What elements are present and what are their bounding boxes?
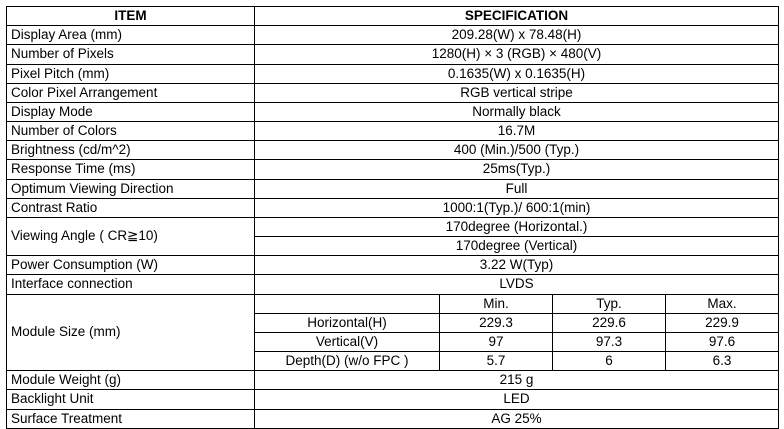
row-value: 215 g xyxy=(255,371,779,390)
table-row xyxy=(7,275,779,294)
row-label-module-size: Module Size (mm) xyxy=(7,294,255,371)
table-row xyxy=(7,141,779,160)
row-value: Full xyxy=(255,179,779,198)
row-value: 1280(H) × 3 (RGB) × 480(V) xyxy=(255,45,779,64)
module-size-max: 229.9 xyxy=(666,313,779,332)
header-item: ITEM xyxy=(7,7,255,26)
table-row xyxy=(7,160,779,179)
row-label: Number of Colors xyxy=(7,122,255,141)
row-value: 3.22 W(Typ) xyxy=(255,256,779,275)
header-specification: SPECIFICATION xyxy=(255,7,779,26)
row-value: 0.1635(W) x 0.1635(H) xyxy=(255,64,779,83)
row-value: AG 25% xyxy=(255,409,779,428)
row-label: Display Mode xyxy=(7,102,255,121)
table-row xyxy=(7,179,779,198)
row-value: LED xyxy=(255,390,779,409)
table-row xyxy=(7,45,779,64)
table-row xyxy=(7,122,779,141)
table-row xyxy=(7,64,779,83)
row-label: Brightness (cd/m^2) xyxy=(7,141,255,160)
module-size-col-max: Max. xyxy=(666,294,779,313)
module-size-min: 97 xyxy=(440,332,553,351)
row-label: Backlight Unit xyxy=(7,390,255,409)
table-row xyxy=(7,102,779,121)
table-row xyxy=(7,26,779,45)
row-label: Color Pixel Arrangement xyxy=(7,83,255,102)
row-label: Interface connection xyxy=(7,275,255,294)
table-row xyxy=(7,83,779,102)
row-value: 209.28(W) x 78.48(H) xyxy=(255,26,779,45)
module-size-min: 229.3 xyxy=(440,313,553,332)
module-size-min: 5.7 xyxy=(440,352,553,371)
module-size-typ: 6 xyxy=(553,352,666,371)
module-size-row-label: Depth(D) (w/o FPC ) xyxy=(255,352,440,371)
row-value: 170degree (Horizontal.) xyxy=(255,217,779,236)
row-label: Module Weight (g) xyxy=(7,371,255,390)
module-size-col-typ: Typ. xyxy=(553,294,666,313)
row-value: Normally black xyxy=(255,102,779,121)
module-size-col-blank xyxy=(255,294,440,313)
row-label: Pixel Pitch (mm) xyxy=(7,64,255,83)
module-size-row-label: Horizontal(H) xyxy=(255,313,440,332)
row-value: 170degree (Vertical) xyxy=(255,237,779,256)
table-header-row xyxy=(7,7,779,26)
table-row-viewing-angle xyxy=(7,217,779,236)
table-row xyxy=(7,198,779,217)
row-value: 1000:1(Typ.)/ 600:1(min) xyxy=(255,198,779,217)
module-size-max: 6.3 xyxy=(666,352,779,371)
module-size-row-label: Vertical(V) xyxy=(255,332,440,351)
row-label: Contrast Ratio xyxy=(7,198,255,217)
row-label: Number of Pixels xyxy=(7,45,255,64)
table-row xyxy=(7,371,779,390)
table-row xyxy=(7,256,779,275)
row-label: Power Consumption (W) xyxy=(7,256,255,275)
row-value: 25ms(Typ.) xyxy=(255,160,779,179)
module-size-col-min: Min. xyxy=(440,294,553,313)
table-row xyxy=(7,390,779,409)
row-value: RGB vertical stripe xyxy=(255,83,779,102)
row-value: LVDS xyxy=(255,275,779,294)
module-size-header-row xyxy=(7,294,779,313)
module-size-typ: 97.3 xyxy=(553,332,666,351)
row-label: Viewing Angle ( CR≧10) xyxy=(7,217,255,255)
row-value: 16.7M xyxy=(255,122,779,141)
module-size-max: 97.6 xyxy=(666,332,779,351)
row-label: Display Area (mm) xyxy=(7,26,255,45)
module-size-typ: 229.6 xyxy=(553,313,666,332)
row-label: Response Time (ms) xyxy=(7,160,255,179)
row-label: Surface Treatment xyxy=(7,409,255,428)
specification-table xyxy=(6,6,779,429)
row-label: Optimum Viewing Direction xyxy=(7,179,255,198)
row-value: 400 (Min.)/500 (Typ.) xyxy=(255,141,779,160)
table-row xyxy=(7,409,779,428)
